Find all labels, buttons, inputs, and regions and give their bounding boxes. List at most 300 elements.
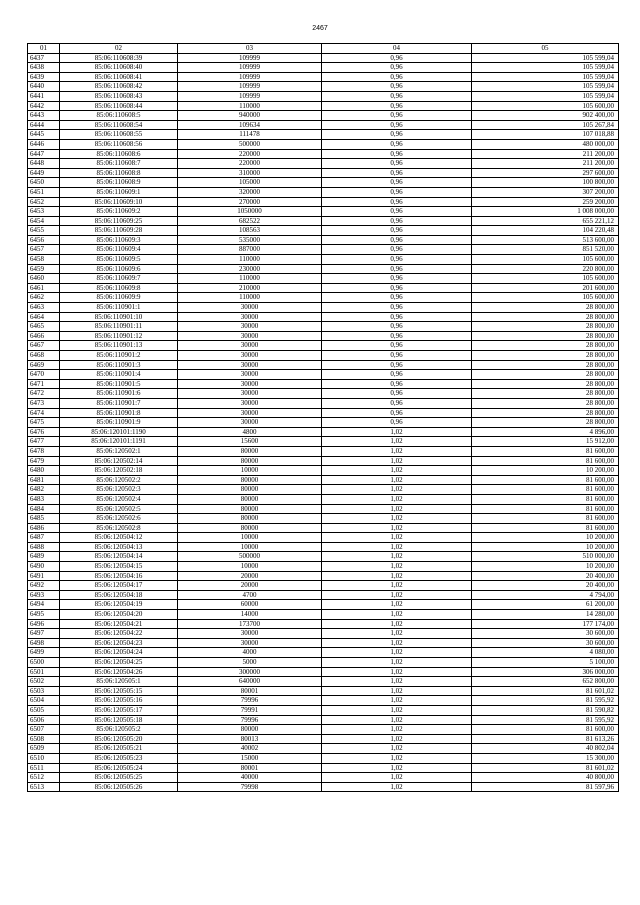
area-cell: 30000 (178, 638, 322, 648)
area-cell: 80000 (178, 446, 322, 456)
coefficient-cell: 1,02 (322, 485, 472, 495)
area-cell: 109999 (178, 91, 322, 101)
coefficient-cell: 0,96 (322, 72, 472, 82)
table-row (28, 168, 619, 178)
coefficient-cell: 1,02 (322, 782, 472, 792)
amount-cell: 81 600,00 (472, 446, 619, 456)
table-row (28, 686, 619, 696)
table-row (28, 494, 619, 504)
row-number-cell: 6471 (28, 379, 60, 389)
amount-cell: 28 800,00 (472, 322, 619, 332)
table-row (28, 753, 619, 763)
row-number-cell: 6506 (28, 715, 60, 725)
row-number-cell: 6493 (28, 590, 60, 600)
cadastral-number-cell: 85:06:120504:12 (60, 533, 178, 543)
cadastral-number-cell: 85:06:120505:26 (60, 782, 178, 792)
area-cell: 80000 (178, 523, 322, 533)
amount-cell: 81 600,00 (472, 485, 619, 495)
coefficient-cell: 0,96 (322, 197, 472, 207)
area-cell: 80000 (178, 485, 322, 495)
cadastral-number-cell: 85:06:110608:5 (60, 111, 178, 121)
cadastral-number-cell: 85:06:110901:2 (60, 351, 178, 361)
coefficient-cell: 0,96 (322, 111, 472, 121)
amount-cell: 20 400,00 (472, 581, 619, 591)
amount-cell: 81 600,00 (472, 514, 619, 524)
row-number-cell: 6447 (28, 149, 60, 159)
amount-cell: 513 600,00 (472, 235, 619, 245)
row-number-cell: 6476 (28, 427, 60, 437)
amount-cell: 104 220,48 (472, 226, 619, 236)
area-cell: 80000 (178, 725, 322, 735)
area-cell: 320000 (178, 187, 322, 197)
area-cell: 40000 (178, 773, 322, 783)
row-number-cell: 6441 (28, 91, 60, 101)
row-number-cell: 6462 (28, 293, 60, 303)
coefficient-cell: 0,96 (322, 178, 472, 188)
amount-cell: 851 520,00 (472, 245, 619, 255)
table-row (28, 590, 619, 600)
amount-cell: 105 599,04 (472, 53, 619, 63)
amount-cell: 5 100,00 (472, 658, 619, 668)
column-header-01: 01 (28, 44, 60, 54)
cadastral-number-cell: 85:06:120504:18 (60, 590, 178, 600)
coefficient-cell: 1,02 (322, 725, 472, 735)
table-row (28, 101, 619, 111)
cadastral-number-cell: 85:06:120504:20 (60, 610, 178, 620)
coefficient-cell: 0,96 (322, 322, 472, 332)
area-cell: 105000 (178, 178, 322, 188)
row-number-cell: 6491 (28, 571, 60, 581)
coefficient-cell: 0,96 (322, 303, 472, 313)
cadastral-number-cell: 85:06:110901:3 (60, 360, 178, 370)
table-row (28, 705, 619, 715)
table-row (28, 360, 619, 370)
amount-cell: 105 267,84 (472, 120, 619, 130)
row-number-cell: 6500 (28, 658, 60, 668)
row-number-cell: 6455 (28, 226, 60, 236)
coefficient-cell: 0,96 (322, 82, 472, 92)
area-cell: 30000 (178, 303, 322, 313)
row-number-cell: 6501 (28, 667, 60, 677)
coefficient-cell: 0,96 (322, 360, 472, 370)
area-cell: 30000 (178, 398, 322, 408)
area-cell: 682522 (178, 216, 322, 226)
row-number-cell: 6469 (28, 360, 60, 370)
row-number-cell: 6509 (28, 744, 60, 754)
table-row (28, 475, 619, 485)
table-row (28, 619, 619, 629)
coefficient-cell: 0,96 (322, 120, 472, 130)
area-cell: 220000 (178, 149, 322, 159)
cadastral-number-cell: 85:06:120504:21 (60, 619, 178, 629)
cadastral-number-cell: 85:06:110608:8 (60, 168, 178, 178)
row-number-cell: 6507 (28, 725, 60, 735)
coefficient-cell: 1,02 (322, 562, 472, 572)
amount-cell: 81 600,00 (472, 725, 619, 735)
row-number-cell: 6482 (28, 485, 60, 495)
coefficient-cell: 1,02 (322, 610, 472, 620)
row-number-cell: 6479 (28, 456, 60, 466)
table-row (28, 696, 619, 706)
coefficient-cell: 0,96 (322, 139, 472, 149)
amount-cell: 652 800,00 (472, 677, 619, 687)
amount-cell: 40 800,00 (472, 773, 619, 783)
amount-cell: 105 600,00 (472, 274, 619, 284)
amount-cell: 28 800,00 (472, 331, 619, 341)
coefficient-cell: 0,96 (322, 187, 472, 197)
row-number-cell: 6487 (28, 533, 60, 543)
amount-cell: 81 600,00 (472, 504, 619, 514)
amount-cell: 105 599,04 (472, 72, 619, 82)
table-row (28, 610, 619, 620)
table-row (28, 63, 619, 73)
cadastral-number-cell: 85:06:120504:16 (60, 571, 178, 581)
area-cell: 80000 (178, 475, 322, 485)
cadastral-number-cell: 85:06:120502:3 (60, 485, 178, 495)
table-row (28, 782, 619, 792)
table-row (28, 648, 619, 658)
area-cell: 30000 (178, 389, 322, 399)
row-number-cell: 6483 (28, 494, 60, 504)
coefficient-cell: 1,02 (322, 571, 472, 581)
row-number-cell: 6445 (28, 130, 60, 140)
row-number-cell: 6438 (28, 63, 60, 73)
coefficient-cell: 1,02 (322, 667, 472, 677)
table-row (28, 523, 619, 533)
cadastral-number-cell: 85:06:110901:5 (60, 379, 178, 389)
area-cell: 79996 (178, 715, 322, 725)
cadastral-number-cell: 85:06:110608:56 (60, 139, 178, 149)
area-cell: 110000 (178, 293, 322, 303)
area-cell: 80000 (178, 494, 322, 504)
amount-cell: 15 912,00 (472, 437, 619, 447)
row-number-cell: 6513 (28, 782, 60, 792)
table-row (28, 91, 619, 101)
table-row (28, 216, 619, 226)
area-cell: 640000 (178, 677, 322, 687)
cadastral-number-cell: 85:06:110609:7 (60, 274, 178, 284)
area-cell: 109999 (178, 82, 322, 92)
area-cell: 79991 (178, 705, 322, 715)
row-number-cell: 6502 (28, 677, 60, 687)
amount-cell: 28 800,00 (472, 303, 619, 313)
amount-cell: 81 600,00 (472, 475, 619, 485)
coefficient-cell: 1,02 (322, 427, 472, 437)
row-number-cell: 6465 (28, 322, 60, 332)
amount-cell: 105 599,04 (472, 63, 619, 73)
coefficient-cell: 1,02 (322, 504, 472, 514)
cadastral-number-cell: 85:06:110608:41 (60, 72, 178, 82)
coefficient-cell: 0,96 (322, 331, 472, 341)
row-number-cell: 6439 (28, 72, 60, 82)
row-number-cell: 6490 (28, 562, 60, 572)
area-cell: 109634 (178, 120, 322, 130)
area-cell: 110000 (178, 255, 322, 265)
row-number-cell: 6499 (28, 648, 60, 658)
area-cell: 80013 (178, 734, 322, 744)
coefficient-cell: 1,02 (322, 677, 472, 687)
row-number-cell: 6443 (28, 111, 60, 121)
row-number-cell: 6485 (28, 514, 60, 524)
amount-cell: 307 200,00 (472, 187, 619, 197)
coefficient-cell: 0,96 (322, 245, 472, 255)
coefficient-cell: 1,02 (322, 533, 472, 543)
amount-cell: 297 600,00 (472, 168, 619, 178)
table-row (28, 72, 619, 82)
cadastral-number-cell: 85:06:120504:15 (60, 562, 178, 572)
table-row (28, 187, 619, 197)
row-number-cell: 6510 (28, 753, 60, 763)
table-row (28, 351, 619, 361)
table-row (28, 677, 619, 687)
table-row (28, 446, 619, 456)
area-cell: 30000 (178, 379, 322, 389)
row-number-cell: 6475 (28, 418, 60, 428)
cadastral-number-cell: 85:06:120504:23 (60, 638, 178, 648)
area-cell: 110000 (178, 274, 322, 284)
coefficient-cell: 0,96 (322, 312, 472, 322)
table-row (28, 235, 619, 245)
row-number-cell: 6480 (28, 466, 60, 476)
cadastral-number-cell: 85:06:110901:12 (60, 331, 178, 341)
cadastral-number-cell: 85:06:110608:42 (60, 82, 178, 92)
coefficient-cell: 1,02 (322, 744, 472, 754)
cadastral-number-cell: 85:06:120101:1190 (60, 427, 178, 437)
cadastral-number-cell: 85:06:120502:4 (60, 494, 178, 504)
cadastral-number-cell: 85:06:110609:28 (60, 226, 178, 236)
amount-cell: 81 600,00 (472, 523, 619, 533)
cadastral-number-cell: 85:06:110901:8 (60, 408, 178, 418)
cadastral-number-cell: 85:06:110609:25 (60, 216, 178, 226)
cadastral-number-cell: 85:06:120502:18 (60, 466, 178, 476)
area-cell: 1050000 (178, 207, 322, 217)
coefficient-cell: 0,96 (322, 226, 472, 236)
cadastral-number-cell: 85:06:110609:5 (60, 255, 178, 265)
cadastral-number-cell: 85:06:110608:54 (60, 120, 178, 130)
table-row (28, 773, 619, 783)
table-row (28, 207, 619, 217)
cadastral-number-cell: 85:06:110901:6 (60, 389, 178, 399)
row-number-cell: 6492 (28, 581, 60, 591)
table-row (28, 581, 619, 591)
table-row (28, 82, 619, 92)
row-number-cell: 6463 (28, 303, 60, 313)
table-row (28, 197, 619, 207)
coefficient-cell: 1,02 (322, 542, 472, 552)
cadastral-number-cell: 85:06:110608:43 (60, 91, 178, 101)
row-number-cell: 6444 (28, 120, 60, 130)
row-number-cell: 6488 (28, 542, 60, 552)
area-cell: 30000 (178, 351, 322, 361)
coefficient-cell: 0,96 (322, 283, 472, 293)
table-row (28, 667, 619, 677)
coefficient-cell: 0,96 (322, 159, 472, 169)
amount-cell: 480 000,00 (472, 139, 619, 149)
cadastral-number-cell: 85:06:120505:21 (60, 744, 178, 754)
area-cell: 80001 (178, 686, 322, 696)
area-cell: 4800 (178, 427, 322, 437)
area-cell: 887000 (178, 245, 322, 255)
cadastral-number-cell: 85:06:110609:1 (60, 187, 178, 197)
table-row (28, 303, 619, 313)
cadastral-number-cell: 85:06:120504:19 (60, 600, 178, 610)
amount-cell: 105 600,00 (472, 293, 619, 303)
table-row (28, 130, 619, 140)
amount-cell: 107 018,88 (472, 130, 619, 140)
coefficient-cell: 0,96 (322, 408, 472, 418)
row-number-cell: 6496 (28, 619, 60, 629)
table-row (28, 734, 619, 744)
cadastral-number-cell: 85:06:110901:13 (60, 341, 178, 351)
cadastral-number-cell: 85:06:110609:10 (60, 197, 178, 207)
row-number-cell: 6466 (28, 331, 60, 341)
area-cell: 173700 (178, 619, 322, 629)
table-row (28, 408, 619, 418)
cadastral-number-cell: 85:06:120502:5 (60, 504, 178, 514)
table-row (28, 466, 619, 476)
cadastral-number-cell: 85:06:120505:15 (60, 686, 178, 696)
row-number-cell: 6457 (28, 245, 60, 255)
amount-cell: 30 600,00 (472, 638, 619, 648)
table-row (28, 552, 619, 562)
coefficient-cell: 0,96 (322, 274, 472, 284)
cadastral-number-cell: 85:06:120505:18 (60, 715, 178, 725)
amount-cell: 30 600,00 (472, 629, 619, 639)
area-cell: 30000 (178, 629, 322, 639)
row-number-cell: 6449 (28, 168, 60, 178)
header-row (28, 44, 619, 54)
table-row (28, 226, 619, 236)
area-cell: 109999 (178, 63, 322, 73)
amount-cell: 211 200,00 (472, 149, 619, 159)
area-cell: 111478 (178, 130, 322, 140)
area-cell: 109999 (178, 72, 322, 82)
table-row (28, 629, 619, 639)
row-number-cell: 6440 (28, 82, 60, 92)
cadastral-number-cell: 85:06:120101:1191 (60, 437, 178, 447)
coefficient-cell: 1,02 (322, 475, 472, 485)
cadastral-number-cell: 85:06:110608:44 (60, 101, 178, 111)
amount-cell: 28 800,00 (472, 418, 619, 428)
table-row (28, 111, 619, 121)
table-row (28, 437, 619, 447)
area-cell: 30000 (178, 370, 322, 380)
table-row (28, 744, 619, 754)
cadastral-number-cell: 85:06:120505:2 (60, 725, 178, 735)
coefficient-cell: 0,96 (322, 379, 472, 389)
cadastral-number-cell: 85:06:120504:22 (60, 629, 178, 639)
amount-cell: 211 200,00 (472, 159, 619, 169)
area-cell: 270000 (178, 197, 322, 207)
table-row (28, 331, 619, 341)
coefficient-cell: 1,02 (322, 696, 472, 706)
coefficient-cell: 1,02 (322, 753, 472, 763)
row-number-cell: 6511 (28, 763, 60, 773)
amount-cell: 105 600,00 (472, 255, 619, 265)
area-cell: 109999 (178, 53, 322, 63)
area-cell: 30000 (178, 360, 322, 370)
cadastral-number-cell: 85:06:120502:2 (60, 475, 178, 485)
cadastral-number-cell: 85:06:110609:8 (60, 283, 178, 293)
area-cell: 220000 (178, 159, 322, 169)
cadastral-number-cell: 85:06:120504:26 (60, 667, 178, 677)
table-body (28, 53, 619, 792)
amount-cell: 201 600,00 (472, 283, 619, 293)
table-row (28, 370, 619, 380)
table-header (28, 44, 619, 54)
amount-cell: 81 595,92 (472, 696, 619, 706)
cadastral-number-cell: 85:06:110608:39 (60, 53, 178, 63)
data-table (27, 43, 619, 792)
coefficient-cell: 0,96 (322, 91, 472, 101)
amount-cell: 28 800,00 (472, 360, 619, 370)
amount-cell: 28 800,00 (472, 351, 619, 361)
cadastral-number-cell: 85:06:110901:10 (60, 312, 178, 322)
table-row (28, 53, 619, 63)
coefficient-cell: 1,02 (322, 658, 472, 668)
area-cell: 40002 (178, 744, 322, 754)
table-row (28, 418, 619, 428)
amount-cell: 655 221,12 (472, 216, 619, 226)
table-row (28, 245, 619, 255)
amount-cell: 10 200,00 (472, 466, 619, 476)
amount-cell: 81 600,00 (472, 456, 619, 466)
amount-cell: 105 599,04 (472, 91, 619, 101)
coefficient-cell: 0,96 (322, 398, 472, 408)
area-cell: 10000 (178, 533, 322, 543)
row-number-cell: 6470 (28, 370, 60, 380)
row-number-cell: 6495 (28, 610, 60, 620)
area-cell: 30000 (178, 341, 322, 351)
coefficient-cell: 1,02 (322, 514, 472, 524)
cadastral-number-cell: 85:06:120505:24 (60, 763, 178, 773)
table-row (28, 504, 619, 514)
coefficient-cell: 0,96 (322, 341, 472, 351)
row-number-cell: 6472 (28, 389, 60, 399)
table-row (28, 456, 619, 466)
amount-cell: 81 600,00 (472, 494, 619, 504)
row-number-cell: 6452 (28, 197, 60, 207)
amount-cell: 20 400,00 (472, 571, 619, 581)
area-cell: 500000 (178, 139, 322, 149)
area-cell: 30000 (178, 418, 322, 428)
cadastral-number-cell: 85:06:110608:40 (60, 63, 178, 73)
table-row (28, 485, 619, 495)
row-number-cell: 6477 (28, 437, 60, 447)
row-number-cell: 6504 (28, 696, 60, 706)
cadastral-number-cell: 85:06:110608:6 (60, 149, 178, 159)
coefficient-cell: 1,02 (322, 686, 472, 696)
area-cell: 10000 (178, 466, 322, 476)
table-row (28, 571, 619, 581)
coefficient-cell: 1,02 (322, 446, 472, 456)
coefficient-cell: 0,96 (322, 168, 472, 178)
row-number-cell: 6448 (28, 159, 60, 169)
area-cell: 30000 (178, 408, 322, 418)
row-number-cell: 6437 (28, 53, 60, 63)
amount-cell: 10 200,00 (472, 562, 619, 572)
table-row (28, 255, 619, 265)
row-number-cell: 6467 (28, 341, 60, 351)
amount-cell: 81 601,02 (472, 686, 619, 696)
cadastral-number-cell: 85:06:120504:14 (60, 552, 178, 562)
cadastral-number-cell: 85:06:110901:1 (60, 303, 178, 313)
column-header-02: 02 (60, 44, 178, 54)
table-row (28, 542, 619, 552)
row-number-cell: 6512 (28, 773, 60, 783)
cadastral-number-cell: 85:06:120502:1 (60, 446, 178, 456)
coefficient-cell: 1,02 (322, 773, 472, 783)
